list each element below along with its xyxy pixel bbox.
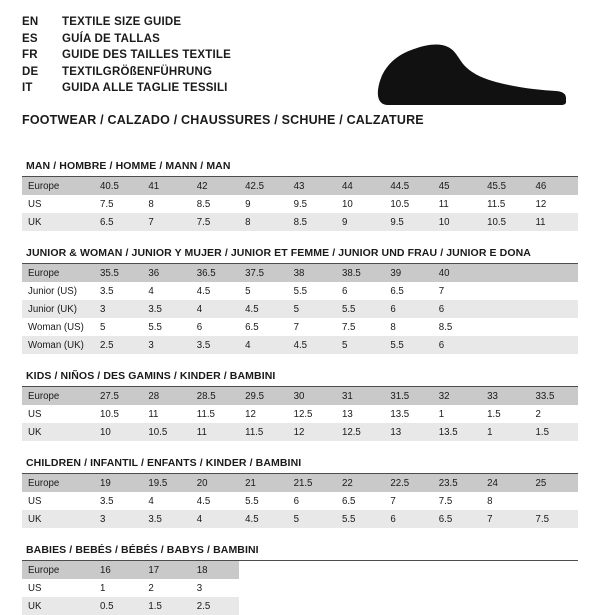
size-section: [22, 544, 578, 615]
size-cell: [530, 264, 578, 282]
size-cell: 7.5: [191, 213, 239, 231]
size-cell: [481, 336, 529, 354]
size-cell: 10.5: [481, 213, 529, 231]
language-title: TEXTILGRÖßENFÜHRUNG: [62, 65, 213, 78]
size-cell: [336, 579, 384, 597]
row-label: Junior (US): [28, 285, 77, 297]
row-label: UK: [22, 423, 94, 441]
size-cell: 6: [384, 300, 432, 318]
size-cell: 21.5: [288, 474, 336, 492]
size-cell: 11: [148, 408, 159, 420]
size-cell: 44.5: [384, 177, 432, 195]
size-cell: 5.5: [336, 510, 384, 528]
size-cell: 3: [142, 336, 190, 354]
size-cell: 25: [530, 474, 578, 492]
size-cell: 2.5: [191, 597, 239, 615]
size-cell: 4.5: [196, 285, 211, 297]
size-cell: 13: [384, 423, 432, 441]
size-cell: [384, 561, 432, 579]
size-cell: 6: [196, 321, 203, 333]
size-section: [22, 457, 578, 528]
size-cell: 7.5: [530, 510, 578, 528]
language-code: FR: [22, 49, 38, 61]
size-cell: 37.5: [239, 264, 287, 282]
size-sections: [22, 160, 578, 615]
size-cell: [530, 300, 578, 318]
size-cell: 35.5: [94, 264, 142, 282]
size-cell: 4: [148, 285, 154, 297]
size-cell: 23.5: [433, 474, 481, 492]
size-cell: 5.5: [336, 300, 384, 318]
size-cell: 36.5: [191, 264, 239, 282]
size-section: [22, 370, 578, 441]
size-cell: 0.5: [94, 597, 142, 615]
size-cell: 19: [94, 474, 142, 492]
table-row: [22, 405, 578, 423]
table-row: [22, 492, 578, 510]
size-cell: 11: [438, 198, 449, 210]
size-section-title: MAN / HOMBRE / HOMME / MANN / MAN: [26, 160, 231, 172]
table-row: [22, 195, 578, 213]
size-cell: 10: [433, 213, 481, 231]
size-section-title: BABIES / BEBÉS / BÉBÉS / BABYS / BAMBINI: [26, 544, 259, 556]
size-cell: 38.5: [336, 264, 384, 282]
row-label: US: [28, 495, 42, 507]
language-row: [22, 33, 231, 50]
size-cell: 7: [293, 321, 299, 333]
language-title: GUIDE DES TAILLES TEXTILE: [62, 49, 231, 61]
size-cell: 3.5: [100, 495, 114, 507]
size-cell: 13: [341, 408, 353, 420]
size-cell: 6: [433, 336, 481, 354]
size-cell: 3: [94, 300, 142, 318]
page-header: [22, 16, 578, 126]
size-cell: 1.5: [487, 408, 501, 420]
size-cell: 20: [191, 474, 239, 492]
size-cell: 4.5: [239, 510, 287, 528]
size-cell: 2: [148, 582, 154, 594]
language-title: TEXTILE SIZE GUIDE: [62, 16, 182, 28]
size-cell: 10.5: [390, 198, 410, 210]
footwear-title: FOOTWEAR / CALZADO / CHAUSSURES / SCHUHE / CALZATURE: [22, 112, 424, 127]
dress-shoe-icon: [370, 38, 570, 110]
language-code: ES: [22, 32, 38, 45]
size-cell: 6.5: [390, 285, 404, 297]
size-cell: 4: [239, 336, 287, 354]
table-row: [22, 474, 578, 492]
size-cell: 5: [245, 285, 251, 297]
row-label: Europe: [22, 474, 94, 492]
size-cell: 5: [336, 336, 384, 354]
size-cell: [288, 561, 336, 579]
size-cell: 7.5: [100, 198, 114, 210]
size-cell: [481, 318, 529, 336]
size-section-title: CHILDREN / INFANTIL / ENFANTS / KINDER / BAMBINI: [26, 457, 302, 469]
table-row: [22, 510, 578, 528]
size-cell: 38: [288, 264, 336, 282]
size-cell: 7: [438, 285, 445, 297]
size-cell: [239, 579, 287, 597]
size-cell: 40: [433, 264, 481, 282]
size-table: [22, 264, 578, 354]
row-label: US: [28, 198, 42, 210]
size-cell: 4.5: [196, 495, 211, 507]
size-cell: 12.5: [336, 423, 384, 441]
size-cell: 1.5: [142, 597, 190, 615]
size-cell: [288, 579, 336, 597]
size-cell: 10.5: [100, 408, 119, 420]
size-cell: 11: [530, 213, 578, 231]
size-cell: 8.5: [438, 321, 453, 333]
size-cell: 22.5: [384, 474, 432, 492]
size-cell: 16: [94, 561, 142, 579]
size-cell: 22: [336, 474, 384, 492]
size-table: [22, 561, 578, 615]
size-cell: 10.5: [142, 423, 190, 441]
size-cell: 39: [384, 264, 432, 282]
size-cell: 18: [191, 561, 239, 579]
size-cell: 9: [336, 213, 384, 231]
row-label: Europe: [22, 264, 94, 282]
row-label: Europe: [22, 177, 94, 195]
size-cell: 1: [100, 582, 106, 594]
size-cell: 11.5: [196, 408, 215, 420]
size-cell: 9.5: [384, 213, 432, 231]
size-cell: 28: [142, 387, 190, 405]
size-section: [22, 160, 578, 231]
size-cell: 42: [191, 177, 239, 195]
size-cell: 5.5: [148, 321, 162, 333]
size-cell: 3.5: [100, 285, 114, 297]
size-table: [22, 387, 578, 441]
size-cell: 5: [100, 321, 106, 333]
size-cell: 24: [481, 474, 529, 492]
table-row: [22, 423, 578, 441]
size-cell: 6.5: [341, 495, 356, 507]
size-cell: 21: [239, 474, 287, 492]
size-cell: 46: [530, 177, 578, 195]
size-cell: 4.5: [288, 336, 336, 354]
language-title: GUÍA DE TALLAS: [62, 32, 160, 45]
size-cell: [530, 336, 578, 354]
size-cell: 4: [148, 495, 154, 507]
size-cell: 44: [336, 177, 384, 195]
size-section-title: JUNIOR & WOMAN / JUNIOR Y MUJER / JUNIOR ET FEMME / JUNIOR UND FRAU / JUNIOR E DONA: [26, 247, 531, 259]
size-cell: 6: [384, 510, 432, 528]
row-label: US: [28, 582, 42, 594]
size-cell: 12.5: [293, 408, 313, 420]
size-cell: 43: [288, 177, 336, 195]
size-cell: 40.5: [94, 177, 142, 195]
size-section-title: KIDS / NIÑOS / DES GAMINS / KINDER / BAMBINI: [26, 370, 276, 382]
size-cell: 11: [191, 423, 239, 441]
size-cell: 32: [433, 387, 481, 405]
language-code: EN: [22, 16, 39, 28]
size-cell: 5.5: [293, 285, 308, 297]
language-title: GUIDA ALLE TAGLIE TESSILI: [62, 82, 228, 94]
size-cell: 6.5: [433, 510, 481, 528]
size-cell: [530, 492, 578, 510]
size-cell: 28.5: [191, 387, 239, 405]
table-row: [22, 177, 578, 195]
row-label: Woman (UK): [22, 336, 94, 354]
table-row: [22, 561, 578, 579]
size-cell: 31.5: [384, 387, 432, 405]
size-cell: 3: [94, 510, 142, 528]
size-cell: 7.5: [341, 321, 356, 333]
language-row: [22, 66, 231, 83]
language-code: IT: [22, 82, 33, 94]
size-cell: 12: [535, 198, 547, 210]
language-title-list: [22, 16, 231, 99]
size-cell: 1: [438, 408, 445, 420]
size-table: [22, 474, 578, 528]
size-cell: 6.5: [94, 213, 142, 231]
language-code: DE: [22, 65, 39, 78]
table-row: [22, 282, 578, 300]
size-cell: 19.5: [142, 474, 190, 492]
size-cell: 27.5: [94, 387, 142, 405]
size-cell: 10: [341, 198, 353, 210]
row-label: Woman (US): [28, 321, 84, 333]
size-cell: 5: [288, 510, 336, 528]
size-cell: 8: [487, 495, 493, 507]
table-row: [22, 300, 578, 318]
row-label: UK: [22, 510, 94, 528]
size-cell: 4: [191, 300, 239, 318]
size-cell: 8: [239, 213, 287, 231]
size-cell: [239, 561, 287, 579]
size-cell: 1.5: [530, 423, 578, 441]
size-cell: [481, 264, 529, 282]
size-cell: 2.5: [94, 336, 142, 354]
size-cell: 45: [433, 177, 481, 195]
size-cell: 13.5: [433, 423, 481, 441]
size-cell: 6.5: [245, 321, 259, 333]
size-cell: 6: [341, 285, 348, 297]
size-cell: [336, 561, 384, 579]
size-table: [22, 177, 578, 231]
size-cell: 8: [390, 321, 396, 333]
size-cell: 11.5: [239, 423, 287, 441]
table-row: [22, 387, 578, 405]
size-cell: 1: [481, 423, 529, 441]
size-cell: 8.5: [196, 198, 211, 210]
size-cell: [384, 579, 432, 597]
size-cell: 2: [535, 408, 541, 420]
table-row: [22, 579, 578, 597]
table-row: [22, 264, 578, 282]
size-cell: 33: [481, 387, 529, 405]
size-cell: [481, 300, 529, 318]
size-cell: 4: [191, 510, 239, 528]
size-cell: 41: [142, 177, 190, 195]
size-cell: [530, 282, 578, 300]
size-cell: 30: [288, 387, 336, 405]
size-cell: 5.5: [245, 495, 259, 507]
size-section: [22, 247, 578, 354]
size-cell: 3.5: [142, 300, 190, 318]
table-row: [22, 336, 578, 354]
row-label: UK: [22, 213, 94, 231]
size-cell: 12: [288, 423, 336, 441]
row-label: Europe: [22, 561, 94, 579]
size-cell: [530, 561, 578, 579]
size-cell: [481, 282, 529, 300]
language-row: [22, 49, 231, 66]
size-cell: 10: [94, 423, 142, 441]
size-cell: 6: [433, 300, 481, 318]
size-cell: 7: [390, 495, 396, 507]
size-cell: 9.5: [293, 198, 308, 210]
size-cell: 11.5: [487, 198, 506, 210]
size-cell: 3.5: [142, 510, 190, 528]
size-cell: [433, 579, 481, 597]
size-cell: [481, 579, 529, 597]
size-cell: 33.5: [530, 387, 578, 405]
size-cell: 8.5: [288, 213, 336, 231]
size-cell: 5: [288, 300, 336, 318]
size-cell: [530, 579, 578, 597]
size-cell: 7: [142, 213, 190, 231]
size-cell: 29.5: [239, 387, 287, 405]
size-cell: [530, 318, 578, 336]
size-cell: 13.5: [390, 408, 410, 420]
size-cell: 36: [142, 264, 190, 282]
size-cell: 42.5: [239, 177, 287, 195]
size-cell: [433, 561, 481, 579]
row-label: UK: [22, 597, 94, 615]
size-cell: 7.5: [438, 495, 453, 507]
size-cell: 31: [336, 387, 384, 405]
table-row: [22, 318, 578, 336]
row-label: US: [28, 408, 42, 420]
size-cell: 9: [245, 198, 251, 210]
size-cell: 8: [148, 198, 154, 210]
row-label: Europe: [22, 387, 94, 405]
size-cell: 45.5: [481, 177, 529, 195]
size-cell: [481, 561, 529, 579]
size-cell: 4.5: [239, 300, 287, 318]
size-cell: 5.5: [384, 336, 432, 354]
row-label: Junior (UK): [22, 300, 94, 318]
table-row: [22, 213, 578, 231]
size-cell: 3: [196, 582, 203, 594]
language-row: [22, 16, 231, 33]
language-row: [22, 82, 231, 99]
size-cell: 6: [293, 495, 299, 507]
size-cell: 3.5: [191, 336, 239, 354]
size-cell: 12: [245, 408, 256, 420]
size-cell: 17: [142, 561, 190, 579]
size-cell: 7: [481, 510, 529, 528]
